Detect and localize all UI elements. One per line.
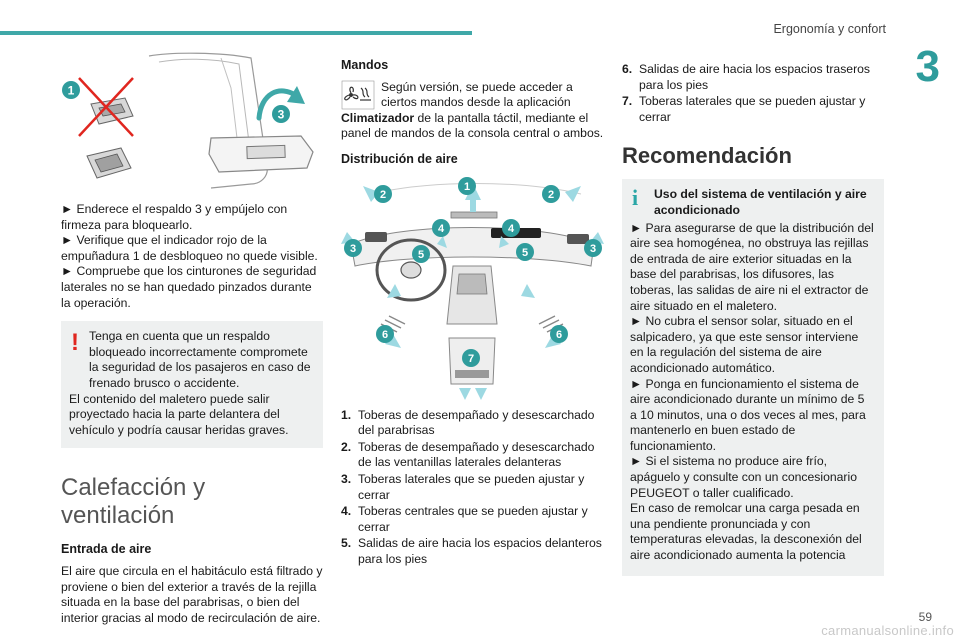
info-line-1: ► Para asegurarse de que la distribución del aire sea homogénea, no obstruya las rejillas de entrada de aire exterior situadas en la base del parabrisas, los difusores, las toberas, las salidas de aire ni el extractor de aire situado en el maletero.	[630, 220, 874, 313]
watermark: carmanualsonline.info	[821, 623, 954, 638]
diagram-callout-6-right: 6	[555, 328, 563, 341]
subheading-air-intake: Entrada de aire	[61, 542, 152, 557]
info-title: Uso del sistema de ventilación y aire acondicionado	[654, 187, 867, 217]
controls-text	[341, 80, 604, 142]
callout-3: 3	[277, 107, 285, 122]
list-item: 5. Salidas de aire hacia los espacios delanteros para los pies	[341, 536, 602, 566]
info-box	[622, 179, 884, 575]
column-2	[341, 48, 604, 569]
fan-icon	[341, 80, 375, 110]
diagram-callout-5-left: 5	[417, 248, 425, 261]
diagram-callout-4-right: 4	[507, 222, 515, 235]
air-intake-text: El aire que circula en el habitáculo está filtrado y proviene o bien del exterior a través de la rejilla situada en la base del parabrisas, o bien del interior gracias al modo de recirculación de aire.	[61, 563, 323, 625]
controls-text-b: de la pantalla táctil, mediante el panel de mandos de la consola central o ambos.	[341, 110, 604, 141]
climatizador-label: Climatizador	[341, 110, 415, 125]
info-line-3: ► Ponga en funcionamiento el sistema de aire acondicionado durante un mínimo de 5 a 10 minutos, una o dos veces al mes, para mantenerlo en buen estado de funcionamiento.	[630, 376, 866, 453]
diagram-callout-6-left: 6	[381, 328, 389, 341]
vent-list-b	[622, 62, 884, 125]
warning-icon: !	[71, 329, 79, 357]
diagram-callout-5-right: 5	[521, 246, 529, 259]
unlock-handle-ok	[87, 148, 131, 178]
diagram-callout-3-right: 3	[589, 242, 597, 255]
info-line-2: ► No cubra el sensor solar, situado en el salpicadero, ya que este sensor interviene en la regulación del sistema de aire acondicionado automático.	[630, 314, 859, 375]
step-3: ► Compruebe que los cinturones de seguridad laterales no se han quedado pinzados durante la operación.	[61, 264, 317, 310]
diagram-callout-1: 1	[463, 180, 471, 193]
warning-text-2: El contenido del maletero puede salir proyectado hacia la parte delantera del vehículo y podría causar heridas graves.	[69, 391, 289, 437]
list-item: 2. Toberas de desempañado y desescarchado de las ventanillas laterales delanteras	[341, 439, 595, 470]
recommendation-heading: Recomendación	[622, 143, 792, 169]
vent-list-a	[341, 408, 604, 568]
steps-list	[61, 202, 323, 311]
list-item: 4. Toberas centrales que se pueden ajustar y cerrar	[341, 504, 588, 534]
controls-heading: Mandos	[341, 58, 389, 72]
chapter-number: 3	[915, 42, 940, 91]
step-1: ► Enderece el respaldo 3 y empújelo con firmeza para bloquearlo.	[61, 202, 288, 232]
controls-text-a: Según versión, se puede acceder a ciertos mandos desde la aplicación	[381, 79, 573, 110]
diagram-callout-4-left: 4	[437, 222, 445, 235]
info-icon: i	[632, 185, 639, 211]
seat-illustration	[61, 48, 323, 196]
list-item: 7. Toberas laterales que se pueden ajustar y cerrar	[622, 94, 866, 124]
section-title: Ergonomía y confort	[773, 22, 886, 36]
list-item: 6. Salidas de aire hacia los espacios traseros para los pies	[622, 62, 871, 92]
diagram-callout-7: 7	[467, 352, 475, 365]
step-2: ► Verifique que el indicador rojo de la empuñadura 1 de desbloqueo no quede visible.	[61, 233, 318, 263]
header-rule	[0, 31, 472, 35]
diagram-callout-3-left: 3	[349, 242, 357, 255]
distribution-heading: Distribución de aire	[341, 151, 458, 166]
dashboard-diagram	[341, 174, 604, 400]
callout-1: 1	[67, 83, 75, 98]
info-line-5: En caso de remolcar una carga pesada en una pendiente pronunciada y con temperaturas elevadas, la desconexión del aire acondicionado aumenta la potencia	[630, 501, 862, 563]
info-line-4: ► Si el sistema no produce aire frío, apáguelo y consulte con un concesionario PEUGEOT o taller cualificado.	[630, 454, 857, 500]
list-item: 1. Toberas de desempañado y desescarchado del parabrisas	[341, 407, 595, 438]
diagram-callout-2-right: 2	[547, 188, 555, 201]
column-3	[622, 48, 884, 576]
list-item: 3. Toberas laterales que se pueden ajustar y cerrar	[341, 471, 585, 502]
warning-box	[61, 321, 323, 448]
column-1	[61, 48, 323, 626]
section-heading: Calefacción y ventilación	[61, 474, 206, 530]
unlock-handle-crossed	[79, 78, 133, 136]
diagram-callout-2-left: 2	[379, 188, 387, 201]
page-number: 59	[918, 610, 932, 624]
warning-text-1: Tenga en cuenta que un respaldo bloqueado incorrectamente compromete la seguridad de los pasajeros en caso de frenado brusco o accidente.	[89, 329, 311, 390]
